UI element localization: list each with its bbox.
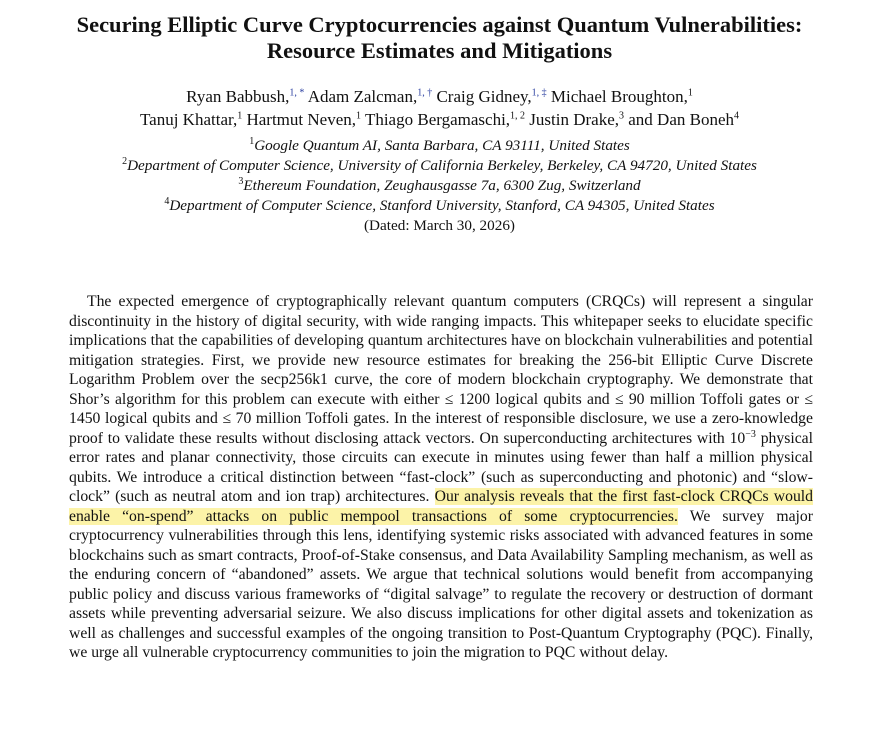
author-affiliation-mark: 3 xyxy=(619,110,625,122)
affiliation-number: 2 xyxy=(122,155,128,167)
author-affiliation-mark: 1 xyxy=(356,110,361,122)
author-name: Thiago Bergamaschi, xyxy=(364,110,511,129)
affiliation-text: Department of Computer Science, University of California Berkeley, Berkeley, CA 94720, United States xyxy=(127,157,757,174)
author-affiliation-mark: 1, 2 xyxy=(510,110,526,122)
affiliation-number: 4 xyxy=(164,195,170,207)
author-name: and Dan Boneh xyxy=(628,110,735,129)
affiliation-text: Department of Computer Science, Stanford University, Stanford, CA 94305, United States xyxy=(169,197,715,214)
affiliation-text: Ethereum Foundation, Zeughausgasse 7a, 6300 Zug, Switzerland xyxy=(243,177,641,194)
affiliation xyxy=(0,156,879,176)
author-name: Ryan Babbush, xyxy=(186,87,290,106)
authors-line-2 xyxy=(0,108,879,131)
author-name: Tanuj Khattar, xyxy=(139,110,238,129)
author-affiliation-mark: 1, * xyxy=(289,87,305,99)
abstract xyxy=(69,292,813,663)
paper-title xyxy=(0,12,879,64)
author-affiliation-mark: 1 xyxy=(237,110,243,122)
author-name: Justin Drake, xyxy=(529,110,620,129)
dated-line: (Dated: March 30, 2026) xyxy=(364,217,515,234)
highlighted-sentence: Our analysis reveals that the first fast-clock CRQCs would enable “on-spend” attacks on public mempool transactions of some cryptocurrencies. xyxy=(69,488,813,525)
title-line-2: Resource Estimates and Mitigations xyxy=(266,38,613,63)
affiliation-list xyxy=(0,136,879,236)
affiliation xyxy=(0,176,879,196)
affiliation-number: 3 xyxy=(238,175,244,187)
author-name: Craig Gidney, xyxy=(436,87,532,106)
author-affiliation-mark: 4 xyxy=(734,110,740,122)
affiliation xyxy=(0,136,879,156)
author-list xyxy=(0,85,879,131)
abstract-text-part-2: physical error rates and planar connectivity, those circuits can execute in minutes using fewer than half a million physical qubits. We introduce a critical distinction between “fast-clock” (such as superconducting and photonic) and “slow-clock” (such as neutral atom and ion trap) architectures. xyxy=(69,429,813,505)
title-line-1: Securing Elliptic Curve Cryptocurrencies against Quantum Vulnerabilities: xyxy=(76,12,803,37)
authors-line-1 xyxy=(0,85,879,108)
abstract-text-part-3: We survey major cryptocurrency vulnerabilities through this lens, identifying systemic risks associated with advanced features in some blockchains such as smart contracts, Proof-of-Stake consensus, and Data Availability Sampling mechanism, as well as the enduring concern of “abandoned” assets. We argue that technical solutions would benefit from accompanying public policy and discuss various frameworks of “digital salvage” to regulate the recovery or destruction of dormant assets while preventing adversarial seizure. We also discuss implications for other digital assets and tokenization as well as challenges and successful examples of the ongoing transition to Post-Quantum Cryptography (PQC). Finally, we urge all vulnerable cryptocurrency communities to join the migration to PQC without delay. xyxy=(69,507,813,661)
affiliation xyxy=(0,196,879,216)
abstract-exponent: −3 xyxy=(745,428,756,440)
affiliation-text: Google Quantum AI, Santa Barbara, CA 93111, United States xyxy=(254,137,630,154)
author-name: Hartmut Neven, xyxy=(246,110,356,129)
abstract-text-part-1: The expected emergence of cryptographically relevant quantum computers (CRQCs) will represent a singular discontinuity in the history of digital security, with wide ranging impacts. This whitepaper seeks to elucidate specific implications that the capabilities of developing quantum architectures have on blockchain vulnerabilities and potential mitigation strategies. First, we provide new resource estimates for breaking the 256-bit Elliptic Curve Discrete Logarithm Problem over the secp256k1 curve, the core of modern blockchain cryptography. We demonstrate that Shor’s algorithm for this problem can execute with either ≤ 1200 logical qubits and ≤ 90 million Toffoli gates or ≤ 1450 logical qubits and ≤ 70 million Toffoli gates. In the interest of responsible disclosure, we use a zero-knowledge proof to validate these results without disclosing attack vectors. On superconducting architectures with 10 xyxy=(69,293,813,447)
author-affiliation-mark: 1, † xyxy=(417,87,433,99)
author-name: Michael Broughton, xyxy=(550,87,688,106)
author-affiliation-mark: 1 xyxy=(687,87,693,99)
author-name: Adam Zalcman, xyxy=(307,87,418,106)
author-affiliation-mark: 1, ‡ xyxy=(531,87,547,99)
affiliation-number: 1 xyxy=(249,135,255,147)
